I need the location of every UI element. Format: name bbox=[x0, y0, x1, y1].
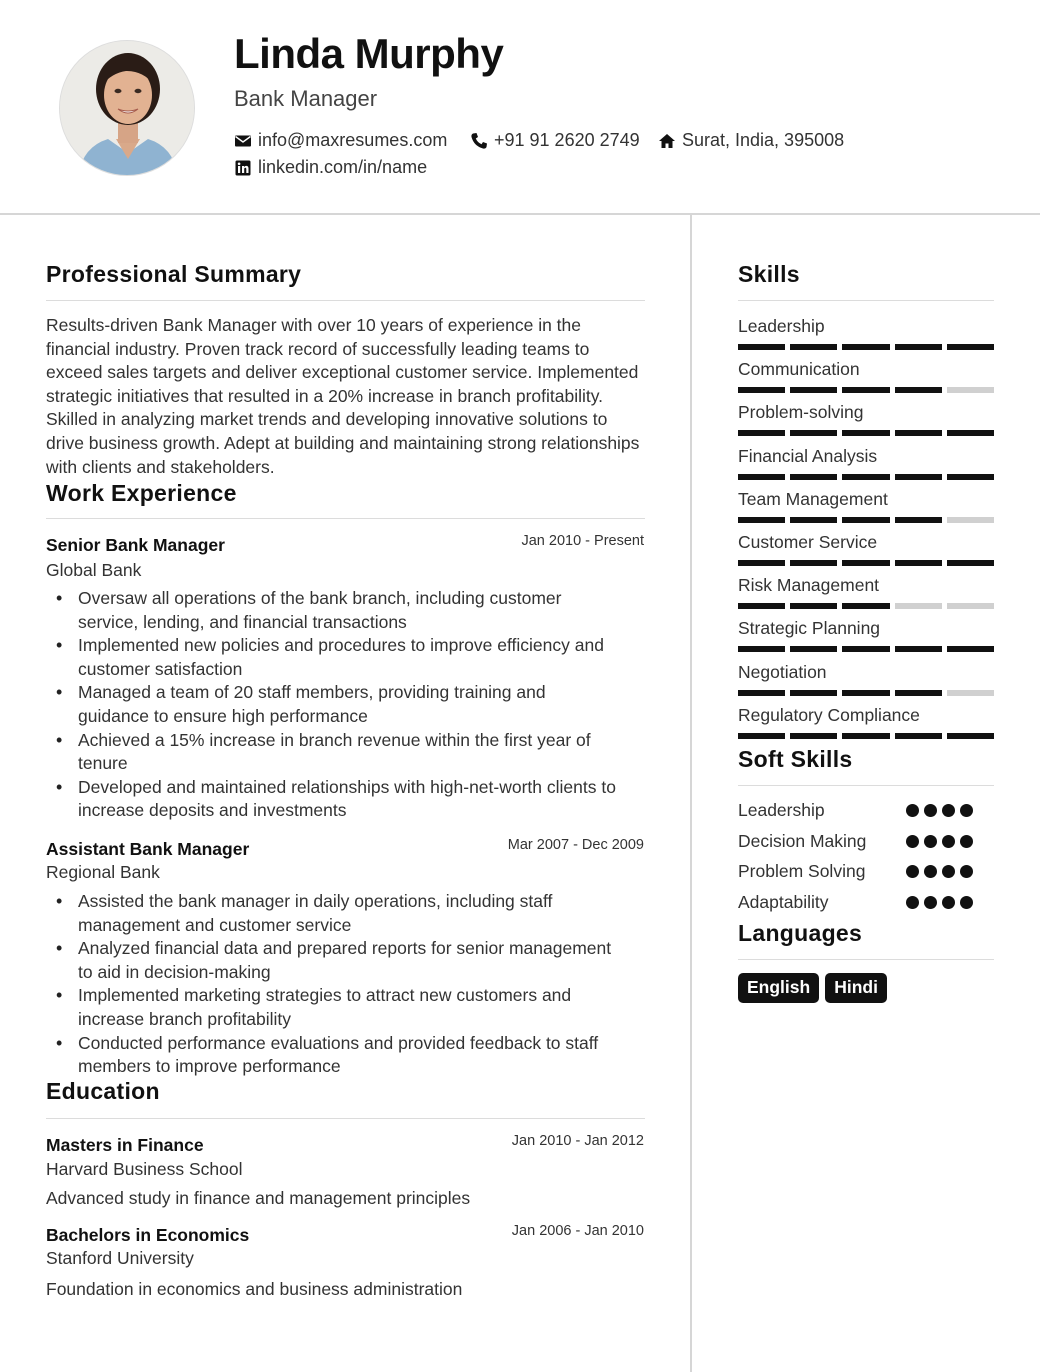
phone-text: +91 91 2620 2749 bbox=[494, 130, 640, 150]
rating-dot bbox=[960, 804, 973, 817]
skill-level-segment bbox=[738, 733, 785, 739]
summary-rule bbox=[46, 300, 645, 301]
skill-level-bar bbox=[738, 430, 994, 436]
rating-dot bbox=[906, 865, 919, 878]
skill-name: Problem-solving bbox=[738, 402, 864, 423]
soft-skill-rating bbox=[906, 804, 973, 817]
school-name: Harvard Business School bbox=[46, 1159, 243, 1179]
job-organization: Global Bank bbox=[46, 560, 142, 580]
location-text: Surat, India, 395008 bbox=[682, 130, 845, 150]
rating-dot bbox=[924, 896, 937, 909]
school-name: Stanford University bbox=[46, 1248, 194, 1268]
summary-heading: Professional Summary bbox=[46, 261, 302, 287]
job-dates: Jan 2010 - Present bbox=[521, 533, 644, 549]
skill-level-segment bbox=[738, 560, 785, 566]
skill-level-segment bbox=[790, 430, 837, 436]
home-icon bbox=[658, 132, 676, 150]
skill-level-bar bbox=[738, 603, 994, 609]
skill-level-segment bbox=[790, 733, 837, 739]
candidate-name: Linda Murphy bbox=[234, 30, 504, 77]
soft-skill-name: Problem Solving bbox=[738, 861, 866, 881]
skill-level-segment bbox=[790, 344, 837, 350]
skill-level-segment bbox=[895, 690, 942, 696]
skill-level-segment bbox=[947, 430, 994, 436]
job-title: Senior Bank Manager bbox=[46, 535, 225, 555]
list-item: • Implemented marketing strategies to attract new customers and increase branch profitability bbox=[46, 984, 616, 1031]
skill-level-segment bbox=[895, 387, 942, 393]
skill-level-segment bbox=[947, 560, 994, 566]
soft-skill-name: Decision Making bbox=[738, 830, 867, 851]
skill-level-segment bbox=[738, 344, 785, 350]
skill-level-segment bbox=[790, 474, 837, 480]
skill-level-segment bbox=[947, 733, 994, 739]
skill-level-segment bbox=[738, 646, 785, 652]
skill-name: Leadership bbox=[738, 316, 825, 336]
skill-name: Strategic Planning bbox=[738, 618, 881, 639]
skill-level-segment bbox=[790, 603, 837, 609]
skill-level-segment bbox=[947, 603, 994, 609]
language-tag: Hindi bbox=[825, 973, 887, 1003]
skill-level-segment bbox=[895, 560, 942, 566]
rating-dot bbox=[960, 835, 973, 848]
job-bullets bbox=[46, 890, 616, 1079]
skill-level-bar bbox=[738, 690, 994, 696]
education-heading: Education bbox=[46, 1078, 160, 1104]
portrait-illustration bbox=[60, 41, 195, 176]
skill-level-segment bbox=[790, 646, 837, 652]
soft-skill-name: Adaptability bbox=[738, 891, 829, 912]
rating-dot bbox=[924, 804, 937, 817]
skill-level-bar bbox=[738, 344, 994, 350]
linkedin-icon bbox=[234, 159, 252, 177]
degree-dates: Jan 2006 - Jan 2010 bbox=[511, 1223, 644, 1239]
rating-dot bbox=[924, 865, 937, 878]
skill-level-segment bbox=[738, 474, 785, 480]
skill-level-segment bbox=[842, 344, 889, 350]
skill-level-bar bbox=[738, 387, 994, 393]
soft-skill-rating bbox=[906, 865, 973, 878]
skill-level-segment bbox=[895, 646, 942, 652]
list-item: • Oversaw all operations of the bank branch, including customer service, lending, and financial transactions bbox=[46, 587, 616, 634]
skill-level-segment bbox=[790, 560, 837, 566]
rating-dot bbox=[906, 804, 919, 817]
skills-rule bbox=[738, 300, 994, 301]
skill-level-segment bbox=[947, 387, 994, 393]
degree-title: Bachelors in Economics bbox=[46, 1225, 250, 1245]
skill-level-segment bbox=[947, 474, 994, 480]
skill-level-bar bbox=[738, 560, 994, 566]
skill-name: Team Management bbox=[738, 488, 888, 509]
rating-dot bbox=[906, 896, 919, 909]
skill-level-segment bbox=[842, 690, 889, 696]
skill-level-segment bbox=[895, 517, 942, 523]
education-rule bbox=[46, 1118, 645, 1119]
skill-level-segment bbox=[738, 430, 785, 436]
contact-location bbox=[658, 130, 844, 151]
soft-skills-rule bbox=[738, 785, 994, 786]
skill-level-segment bbox=[738, 517, 785, 523]
skill-level-segment bbox=[842, 733, 889, 739]
skill-level-segment bbox=[842, 517, 889, 523]
rating-dot bbox=[924, 835, 937, 848]
skill-level-segment bbox=[738, 387, 785, 393]
candidate-role: Bank Manager bbox=[234, 86, 378, 111]
email-text: info@maxresumes.com bbox=[258, 130, 448, 150]
soft-skill-name: Leadership bbox=[738, 800, 825, 820]
skill-level-bar bbox=[738, 474, 994, 480]
job-title: Assistant Bank Manager bbox=[46, 839, 250, 859]
languages-rule bbox=[738, 959, 994, 960]
skill-name: Financial Analysis bbox=[738, 445, 878, 466]
envelope-icon bbox=[234, 132, 252, 150]
skill-level-segment bbox=[842, 387, 889, 393]
skill-level-segment bbox=[947, 344, 994, 350]
skill-level-segment bbox=[895, 474, 942, 480]
list-item: • Achieved a 15% increase in branch revenue within the first year of tenure bbox=[46, 729, 616, 776]
skill-level-segment bbox=[895, 344, 942, 350]
skill-level-segment bbox=[895, 733, 942, 739]
skill-name: Regulatory Compliance bbox=[738, 704, 920, 725]
job-organization: Regional Bank bbox=[46, 862, 160, 882]
skill-level-segment bbox=[790, 387, 837, 393]
soft-skill-rating bbox=[906, 896, 973, 909]
resume-header bbox=[0, 0, 1040, 215]
skill-level-segment bbox=[842, 474, 889, 480]
skill-level-segment bbox=[842, 646, 889, 652]
list-item: • Developed and maintained relationships with high-net-worth clients to increase deposits and investments bbox=[46, 776, 616, 823]
skill-level-segment bbox=[790, 517, 837, 523]
languages-heading: Languages bbox=[738, 920, 863, 946]
skill-name: Negotiation bbox=[738, 661, 827, 682]
rating-dot bbox=[942, 804, 955, 817]
language-tags bbox=[738, 973, 887, 1003]
rating-dot bbox=[960, 896, 973, 909]
skill-name: Communication bbox=[738, 359, 860, 380]
linkedin-text: linkedin.com/in/name bbox=[258, 157, 428, 177]
list-item: • Implemented new policies and procedures to improve efficiency and customer satisfaction bbox=[46, 634, 616, 681]
profile-photo bbox=[59, 40, 195, 176]
experience-rule bbox=[46, 518, 645, 519]
degree-dates: Jan 2010 - Jan 2012 bbox=[511, 1133, 644, 1149]
skills-heading: Skills bbox=[738, 261, 800, 287]
skill-level-bar bbox=[738, 517, 994, 523]
language-tag: English bbox=[738, 973, 819, 1003]
phone-icon bbox=[470, 132, 488, 150]
soft-skill-rating bbox=[906, 835, 973, 848]
summary-text: Results-driven Bank Manager with over 10 years of experience in the financial industry. Proven track record of successfully leading teams to exceed sales targets and deliver exceptional customer service. Implemented strategic initiatives that resulted in a 20% increase in branch profitability. Skilled in analyzing market trends and developing innovative solutions to drive business growth. Adept at building and maintaining strong relationships with clients and stakeholders. bbox=[46, 315, 640, 477]
experience-heading: Work Experience bbox=[46, 480, 237, 506]
skill-level-bar bbox=[738, 733, 994, 739]
skill-level-segment bbox=[895, 430, 942, 436]
contact-linkedin[interactable] bbox=[234, 157, 427, 178]
skill-level-segment bbox=[947, 690, 994, 696]
degree-description: Foundation in economics and business administration bbox=[46, 1279, 463, 1299]
list-item: • Managed a team of 20 staff members, providing training and guidance to ensure high performance bbox=[46, 681, 616, 728]
contact-email[interactable] bbox=[234, 130, 447, 151]
skill-level-segment bbox=[842, 430, 889, 436]
soft-skills-heading: Soft Skills bbox=[738, 746, 853, 772]
skill-level-segment bbox=[790, 690, 837, 696]
skill-name: Customer Service bbox=[738, 532, 878, 552]
job-dates: Mar 2007 - Dec 2009 bbox=[507, 837, 644, 853]
rating-dot bbox=[942, 865, 955, 878]
skill-name: Risk Management bbox=[738, 575, 880, 596]
job-bullets bbox=[46, 587, 616, 823]
skill-level-segment bbox=[947, 646, 994, 652]
skill-level-segment bbox=[738, 690, 785, 696]
rating-dot bbox=[960, 865, 973, 878]
skill-level-bar bbox=[738, 646, 994, 652]
degree-title: Masters in Finance bbox=[46, 1135, 204, 1155]
skill-level-segment bbox=[895, 603, 942, 609]
skill-level-segment bbox=[842, 560, 889, 566]
contact-phone[interactable] bbox=[470, 130, 640, 151]
skill-level-segment bbox=[947, 517, 994, 523]
skill-level-segment bbox=[842, 603, 889, 609]
rating-dot bbox=[906, 835, 919, 848]
skill-level-segment bbox=[738, 603, 785, 609]
rating-dot bbox=[942, 896, 955, 909]
column-divider bbox=[690, 215, 692, 1372]
degree-description: Advanced study in finance and management principles bbox=[46, 1188, 471, 1208]
list-item: • Analyzed financial data and prepared reports for senior management to aid in decision-making bbox=[46, 937, 616, 984]
rating-dot bbox=[942, 835, 955, 848]
list-item: • Assisted the bank manager in daily operations, including staff management and customer service bbox=[46, 890, 616, 937]
list-item: • Conducted performance evaluations and provided feedback to staff members to improve performance bbox=[46, 1032, 616, 1079]
